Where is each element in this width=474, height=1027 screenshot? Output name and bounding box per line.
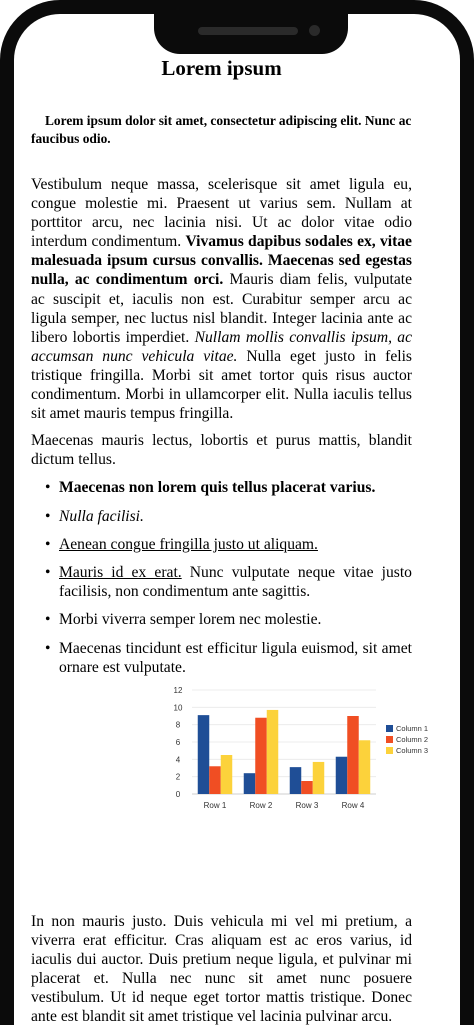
paragraph-1-text-3: Nulla eget justo in felis tristique fringilla. Morbi sit amet tortor quis risus auctor condimentum. Morbi in ullamcorper elit. Nulla iaculis tellus sit amet mauris tempus fringilla. — [31, 347, 412, 423]
y-tick-label: 12 — [173, 686, 183, 695]
bar — [359, 740, 371, 794]
list-item — [31, 639, 412, 677]
bar-chart — [170, 684, 460, 814]
paragraph-1 — [31, 175, 412, 423]
paragraph-1-text: Vestibulum neque massa, scelerisque sit amet ligula eu, congue molestie mi. Praesent ut varius sem. Nullam at porttitor arcu, nec lacinia nisi. Ut ac dolor vitae odio interdum condimentum. — [31, 176, 412, 251]
bar — [347, 716, 359, 794]
list-item-text: Maecenas tincidunt est efficitur ligula euismod, sit amet ornare est vulputate. — [59, 639, 412, 676]
list-item — [31, 507, 412, 526]
phone-notch — [154, 12, 348, 54]
list-item-text: Morbi viverra semper lorem nec molestie. — [59, 611, 322, 629]
list-item — [31, 535, 412, 554]
bar — [209, 766, 221, 794]
legend-label: Column 3 — [396, 746, 429, 755]
y-tick-label: 8 — [175, 720, 181, 730]
legend-label: Column 1 — [396, 724, 429, 733]
bar — [221, 755, 233, 794]
bar — [198, 715, 210, 794]
legend-swatch — [386, 736, 393, 743]
speaker-icon — [198, 27, 298, 35]
bullet-icon: • — [45, 639, 51, 657]
bar — [301, 781, 313, 794]
document-title: Lorem ipsum — [161, 56, 282, 80]
list-item-text: Aenean congue fringilla justo ut aliquam. — [59, 536, 318, 554]
camera-icon — [309, 25, 320, 36]
y-tick-label: 10 — [173, 703, 183, 713]
list-item-text: Nunc vulputate neque vitae justo facilisis, non condimentum ante sagittis. — [59, 564, 412, 601]
bullet-icon: • — [45, 564, 51, 582]
list-item-text: Maecenas non lorem quis tellus placerat varius. — [59, 479, 376, 496]
paragraph-1-italic: Nullam mollis convallis ipsum, ac accumsan nunc vehicula vitae. — [31, 328, 413, 365]
bullet-icon: • — [45, 536, 51, 554]
list-item-link[interactable]: Mauris id ex erat. — [59, 564, 182, 582]
paragraph-2: Maecenas mauris lectus, lobortis et purus mattis, blandit dictum tellus. — [31, 432, 412, 469]
legend-swatch — [386, 747, 393, 754]
legend-label: Column 2 — [396, 735, 429, 744]
legend-swatch — [386, 725, 393, 732]
y-tick-label: 6 — [175, 738, 181, 747]
y-tick-label: 4 — [175, 755, 181, 765]
x-tick-label: Row 4 — [341, 801, 365, 810]
bullet-icon: • — [45, 479, 51, 496]
bullet-icon: • — [45, 508, 51, 526]
bar — [336, 757, 348, 794]
bar — [290, 767, 302, 794]
list-item — [31, 610, 412, 629]
bar — [255, 718, 267, 794]
bar — [244, 773, 256, 794]
y-tick-label: 2 — [175, 772, 181, 782]
x-tick-label: Row 3 — [295, 801, 319, 810]
paragraph-3: In non mauris justo. Duis vehicula mi vel mi pretium, a viverra erat efficitur. Cras aliquam est ac eros varius, id iaculis dui auctor. Duis pretium neque ligula, et pulvinar mi placerat et. Nulla nec nunc sit amet nunc posuere vestibulum. Ut id neque eget tortor mattis tristique. Donec ante est blandit sit amet tristique vel lacinia pulvinar arcu. — [31, 913, 412, 1026]
list-item — [31, 478, 412, 497]
bar — [267, 710, 279, 794]
paragraph-1-text-2: Mauris diam felis, vulputate ac suscipit et, iaculis non est. Curabitur semper arcu ac ligula semper, nec luctus nisl blandit. Integer lacinia ante ac libero lobortis imperdiet. — [31, 271, 412, 346]
list-item-text: Nulla facilisi. — [59, 508, 144, 526]
bullet-list — [31, 478, 412, 677]
x-tick-label: Row 2 — [249, 801, 273, 810]
bullet-icon: • — [45, 611, 51, 629]
document-subtitle: Lorem ipsum dolor sit amet, consectetur adipiscing elit. Nunc ac faucibus odio. — [31, 113, 412, 146]
bar — [313, 762, 325, 794]
list-item — [31, 563, 412, 601]
y-tick-label: 0 — [175, 790, 181, 799]
x-tick-label: Row 1 — [203, 801, 227, 810]
paragraph-1-bold: Vivamus dapibus sodales ex, vitae malesuada ipsum cursus convallis. Maecenas sed egestas nulla, ac condimentum orci. — [31, 233, 412, 289]
